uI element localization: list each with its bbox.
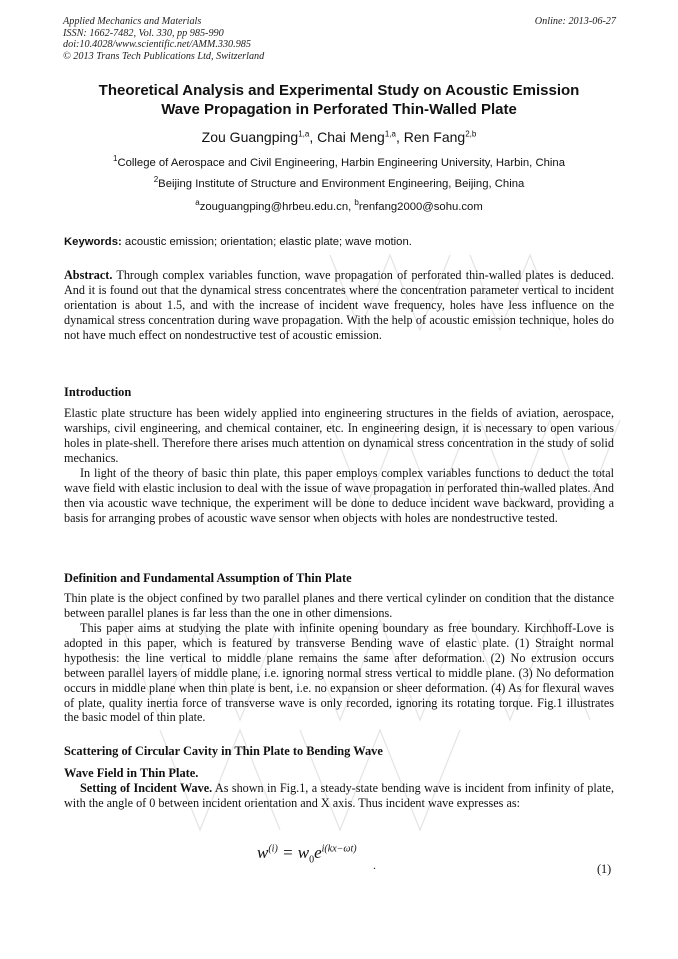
affiliation-text: Beijing Institute of Structure and Environment Engineering, Beijing, China <box>158 178 525 190</box>
definition-paragraph-2: This paper aims at studying the plate with infinite opening boundary as free boundary. Kirchhoff-Love is adopted in this paper, which is featured by transverse Bending wave of elastic plate. (1) Straight normal hypothesis: the line vertical to middle plane remains the same after deformation. (2) No extrusion occurs between parallel layers of middle plane, i.e. ignoring normal stress vertical to middle plane. (3) No deformation occurs in middle plane when thin plate is bent, i.e. no expansion or sheer deformation. (4) As for flexural waves of plate, quality inertia force of transverse wave is only recorded, ignoring its rotating torque. Fig.1 illustrates the basic model of thin plate. <box>64 621 614 725</box>
author-name: Chai Meng <box>317 129 385 145</box>
issn: ISSN: 1662-7482, Vol. 330, pp 985-990 <box>63 27 224 39</box>
email-mark-a: a <box>195 198 200 208</box>
section-heading-scattering: Scattering of Circular Cavity in Thin Plate to Bending Wave <box>64 744 383 758</box>
author-affiliation-mark: 2,b <box>465 129 477 139</box>
author-name: Zou Guangping <box>201 129 299 145</box>
intro-paragraph-1: Elastic plate structure has been widely applied into engineering structures in the fields of aviation, aerospace, warships, civil engineering, and chemical container, etc. In engineering design, it is necessary to open various holes in plate-shell. Therefore there arises much attention on dynamical stress concentration in the study of solid mechanics. <box>64 406 614 465</box>
journal-name: Applied Mechanics and Materials <box>63 16 202 27</box>
incident-wave-text: As shown in Fig.1, a steady-state bending wave is incident from infinity of plate, with the angle of 0 between incident orientation and X axis. Thus incident wave expresses as: <box>64 781 615 810</box>
definition-paragraph-1: Thin plate is the object confined by two parallel planes and there vertical cylinder on condition that the distance between parallel planes is far less than the one in other dimensions. <box>64 591 614 620</box>
affiliation-text: College of Aerospace and Civil Engineering, Harbin Engineering University, Harbin, China <box>117 157 565 169</box>
author-affiliation-mark: 1,a <box>384 129 396 139</box>
keywords-label: Keywords: <box>64 236 122 248</box>
online-date: Online: 2013-06-27 <box>534 16 616 27</box>
email-a[interactable]: zouguangping@hrbeu.edu.cn, <box>199 201 352 213</box>
author-separator: , <box>309 129 318 145</box>
abstract-label: Abstract. <box>64 268 113 282</box>
section-heading-introduction: Introduction <box>64 385 132 399</box>
author-separator: , <box>395 129 404 145</box>
affiliation-2 <box>40 177 638 191</box>
equation-1: $w^{(i)} = w_0e^{i(kx-\omega t)}$ <box>257 843 357 866</box>
title-line-1: Theoretical Analysis and Experimental Study on Acoustic Emission <box>98 82 580 99</box>
affiliation-1 <box>40 156 638 170</box>
email-line <box>40 200 638 214</box>
affiliation-mark: 2 <box>153 175 159 185</box>
email-b[interactable]: renfang2000@sohu.com <box>358 201 483 213</box>
author-name: Ren Fang <box>403 129 466 145</box>
scattering-paragraph <box>64 781 614 811</box>
affiliation-mark: 1 <box>113 154 118 164</box>
keywords <box>64 235 618 249</box>
running-header <box>63 16 264 62</box>
keywords-text: acoustic emission; orientation; elastic plate; wave motion. <box>124 236 412 248</box>
equation-period: . <box>373 858 376 872</box>
incident-wave-label: Setting of Incident Wave. <box>80 781 213 795</box>
email-mark-b: b <box>354 198 359 208</box>
author-affiliation-mark: 1,a <box>298 129 310 139</box>
equation-number: (1) <box>597 862 612 876</box>
abstract-text: Through complex variables function, wave propagation of perforated thin-walled plates is deduced. And it is found out that the dynamical stress concentrates where the concentration parameter vertical to incident orientation is about 1.5, and with the increase of incident wave frequency, holes have less influence on the dynamical stress concentration during wave propagation. With the help of acoustic emission technique, holes do not have much effect on nondestructive test of acoustic emission. <box>64 268 615 342</box>
abstract <box>64 268 614 343</box>
section-heading-definition: Definition and Fundamental Assumption of Thin Plate <box>64 571 352 585</box>
copyright: © 2013 Trans Tech Publications Ltd, Switzerland <box>63 50 265 62</box>
title-line-2: Wave Propagation in Perforated Thin-Walled Plate <box>161 101 517 118</box>
subsection-heading-wave-field: Wave Field in Thin Plate. <box>64 766 199 780</box>
paper-title <box>62 81 616 119</box>
doi: doi:10.4028/www.scientific.net/AMM.330.985 <box>63 39 251 50</box>
author-list <box>62 128 616 146</box>
intro-paragraph-2: In light of the theory of basic thin plate, this paper employs complex variables functions to deduct the total wave field with elastic inclusion to deal with the issue of wave propagation in perforated thin-walled plates. And then via acoustic wave technique, the experiment will be done to deduce incident wave backward, providing a basis for arranging probes of acoustic wave sensor when objects with holes are nondestructive tested. <box>64 466 614 525</box>
